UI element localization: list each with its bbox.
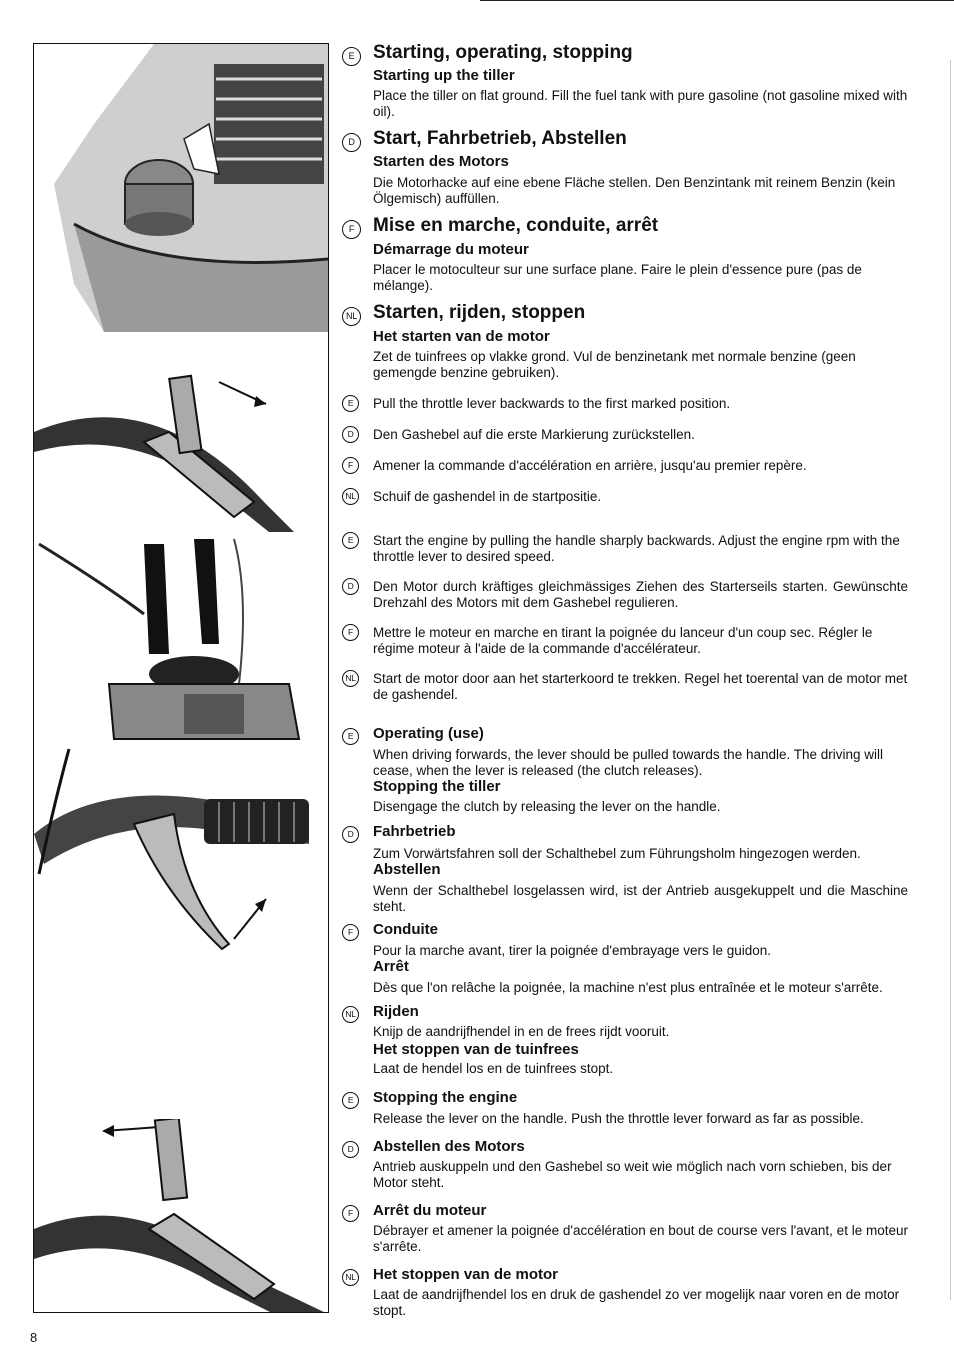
language-d-icon: D (342, 826, 359, 843)
pull-text-e: Start the engine by pulling the handle sharply backwards. Adjust the engine rpm with the throttle lever to desired speed. (373, 533, 900, 564)
language-nl-icon: NL (342, 1006, 359, 1023)
language-d-icon: D (342, 1141, 359, 1158)
pull-text-f: Mettre le moteur en marche en tirant la poignée du lanceur d'un coup sec. Régler le régime moteur à l'aide de la commande d'accélérateur. (373, 625, 873, 656)
clutch-lever-illustration (34, 744, 328, 964)
stop-title-nl: Het stoppen van de motor (373, 1266, 559, 1283)
starter-pull-illustration (34, 534, 328, 744)
subtitle-nl: Het starten van de motor (373, 328, 550, 345)
operate-text2-nl: Laat de hendel los en de tuinfrees stopt. (373, 1061, 614, 1076)
operate-text-nl: Knijp de aandrijfhendel in en de frees rijdt vooruit. (373, 1024, 670, 1039)
pull-text-nl: Start de motor door aan het starterkoord te trekken. Regel het toerental van de motor met de gashendel. (373, 671, 908, 702)
section-title-f: Mise en marche, conduite, arrêt (373, 215, 659, 236)
operate-title-e: Operating (use) (373, 725, 484, 742)
language-nl-icon: NL (342, 670, 359, 687)
language-nl-icon: NL (342, 488, 359, 505)
stop-text-e: Release the lever on the handle. Push the throttle lever forward as far as possible. (373, 1111, 864, 1126)
subtitle-e: Starting up the tiller (373, 67, 515, 84)
throttle-text-nl: Schuif de gashendel in de startpositie. (373, 489, 602, 504)
operate-subtitle-nl: Het stoppen van de tuinfrees (373, 1041, 579, 1058)
pull-text-d: Den Motor durch kräftiges gleichmässiges Ziehen des Starterseils starten. Gewünschte Drehzahl des Motors mit dem Gashebel regulieren. (373, 579, 908, 610)
language-e-icon: E (342, 47, 361, 66)
subtitle-d: Starten des Motors (373, 153, 509, 170)
language-f-icon: F (342, 1205, 359, 1222)
language-e-icon: E (342, 532, 359, 549)
right-margin-rule (950, 60, 951, 1300)
section-title-e: Starting, operating, stopping (373, 42, 633, 63)
operate-subtitle-d: Abstellen (373, 861, 441, 878)
language-nl-icon: NL (342, 307, 361, 326)
operate-title-f: Conduite (373, 921, 438, 938)
language-f-icon: F (342, 924, 359, 941)
operate-text-f: Pour la marche avant, tirer la poignée d'embrayage vers le guidon. (373, 943, 772, 958)
paragraph-f: Placer le motoculteur sur une surface plane. Faire le plein d'essence pure (pas de mélange). (373, 262, 862, 293)
operate-text2-f: Dès que l'on relâche la poignée, la machine n'est plus entraînée et le moteur s'arrête. (373, 980, 883, 995)
language-d-icon: D (342, 133, 361, 152)
operate-text2-e: Disengage the clutch by releasing the lever on the handle. (373, 799, 721, 814)
language-d-icon: D (342, 426, 359, 443)
top-rule (480, 0, 954, 1)
stop-title-f: Arrêt du moteur (373, 1202, 487, 1219)
page-number: 8 (30, 1330, 38, 1345)
stop-title-d: Abstellen des Motors (373, 1138, 525, 1155)
operate-title-nl: Rijden (373, 1003, 419, 1020)
operate-subtitle-e: Stopping the tiller (373, 778, 501, 795)
stop-text-nl: Laat de aandrijfhendel los en druk de gashendel zo ver mogelijk naar voren en de motor stopt. (373, 1287, 900, 1318)
operate-text2-d: Wenn der Schalthebel losgelassen wird, ist der Antrieb ausgekuppelt und die Maschine steht. (373, 883, 908, 914)
section-title-d: Start, Fahrbetrieb, Abstellen (373, 128, 627, 149)
operate-subtitle-f: Arrêt (373, 958, 409, 975)
operate-title-d: Fahrbetrieb (373, 823, 456, 840)
throttle-text-e: Pull the throttle lever backwards to the first marked position. (373, 396, 731, 411)
language-f-icon: F (342, 220, 361, 239)
language-nl-icon: NL (342, 1269, 359, 1286)
throttle-text-f: Amener la commande d'accélération en arrière, jusqu'au premier repère. (373, 458, 807, 473)
operate-text-d: Zum Vorwärtsfahren soll der Schalthebel zum Führungsholm hingezogen werden. (373, 846, 861, 861)
paragraph-e: Place the tiller on flat ground. Fill the fuel tank with pure gasoline (not gasoline mixed with oil). (373, 88, 908, 119)
language-d-icon: D (342, 578, 359, 595)
stop-text-d: Antrieb auskuppeln und den Gashebel so weit wie möglich nach vorn schieben, bis der Motor steht. (373, 1159, 892, 1190)
throttle-lever-forward-illustration (34, 1119, 328, 1313)
paragraph-nl: Zet de tuinfrees op vlakke grond. Vul de benzinetank met normale benzine (geen gemengde benzine gebruiken). (373, 349, 856, 380)
language-f-icon: F (342, 624, 359, 641)
throttle-lever-back-illustration (34, 352, 328, 532)
language-e-icon: E (342, 395, 359, 412)
paragraph-d: Die Motorhacke auf eine ebene Fläche stellen. Den Benzintank mit reinem Benzin (kein Ölgemisch) auffüllen. (373, 175, 896, 206)
subtitle-f: Démarrage du moteur (373, 241, 529, 258)
section-title-nl: Starten, rijden, stoppen (373, 302, 586, 323)
fuel-tank-illustration (34, 44, 328, 332)
operate-text-e: When driving forwards, the lever should be pulled towards the handle. The driving will cease, when the lever is released (the clutch releases). (373, 747, 884, 778)
stop-text-f: Débrayer et amener la poignée d'accélération en bout de course vers l'avant, et le moteur s'arrête. (373, 1223, 908, 1254)
language-f-icon: F (342, 457, 359, 474)
illustration-column (33, 43, 329, 1313)
language-e-icon: E (342, 1092, 359, 1109)
throttle-text-d: Den Gashebel auf die erste Markierung zurückstellen. (373, 427, 695, 442)
stop-title-e: Stopping the engine (373, 1089, 518, 1106)
language-e-icon: E (342, 728, 359, 745)
